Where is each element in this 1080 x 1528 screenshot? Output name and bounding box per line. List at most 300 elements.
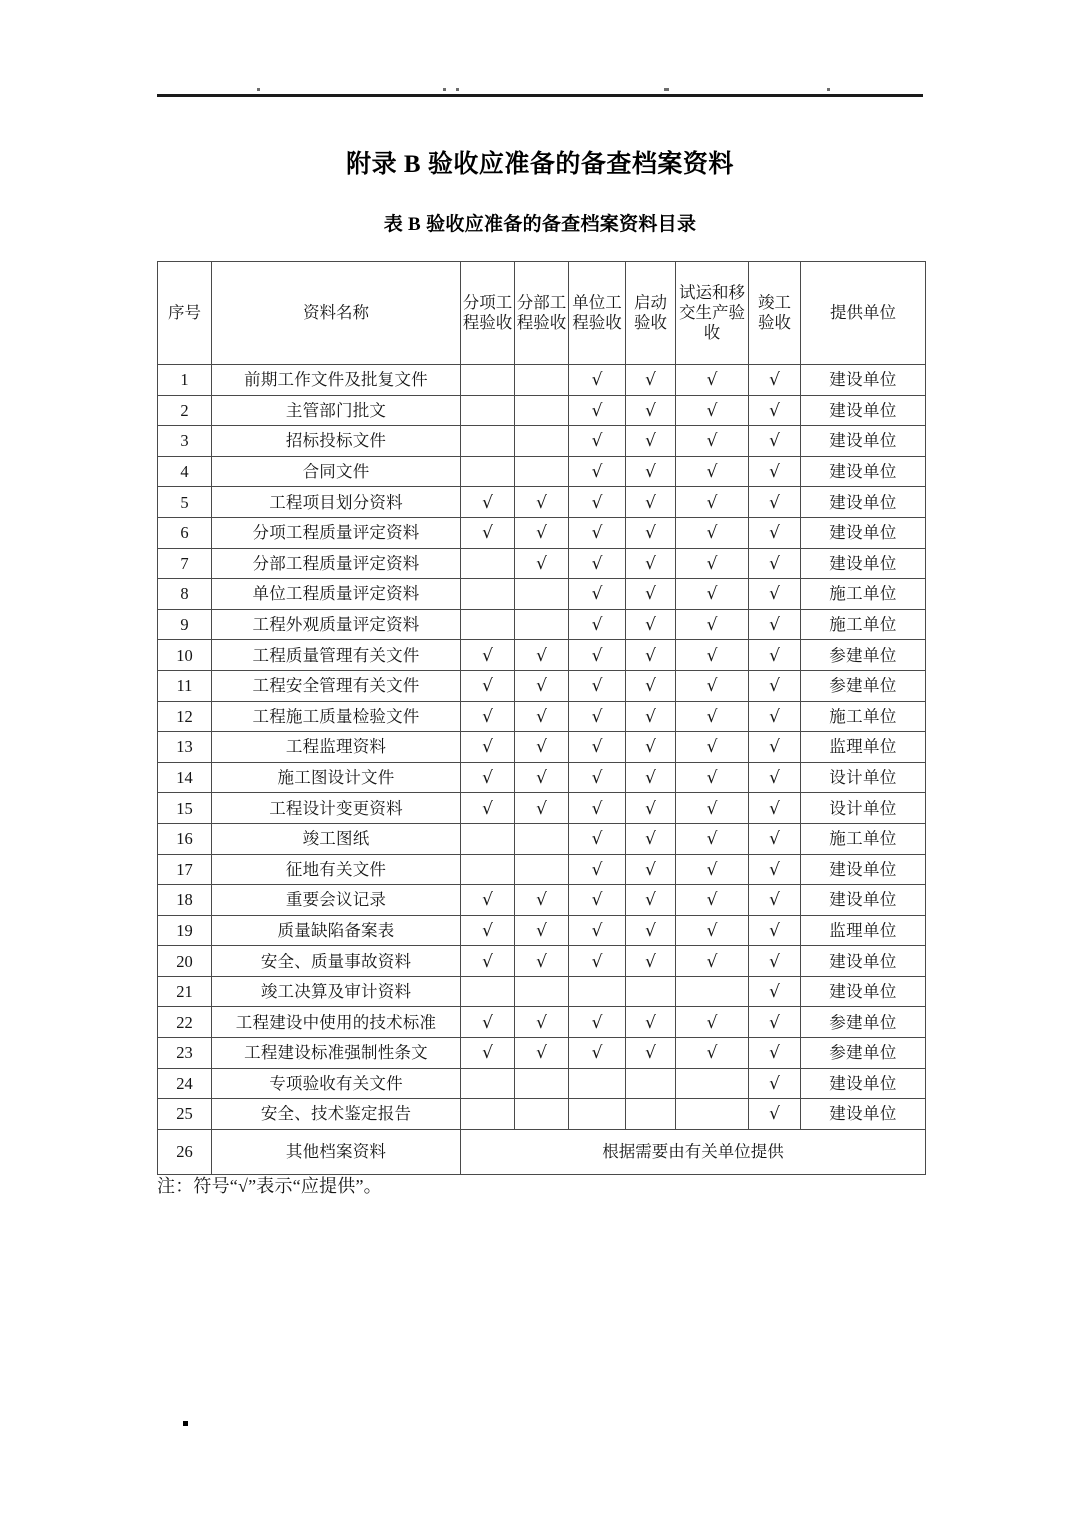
cell-document-name: 工程建设中使用的技术标准 <box>212 1007 461 1038</box>
cell-check-fenxiang <box>461 1007 515 1038</box>
cell-document-name: 安全、质量事故资料 <box>212 946 461 977</box>
col-header-fenbu: 分部工程验收 <box>515 262 569 365</box>
cell-provider: 参建单位 <box>801 640 926 671</box>
check-mark-icon: √ <box>706 400 718 421</box>
check-mark-icon: √ <box>591 370 603 391</box>
cell-check-danwei <box>569 976 626 1007</box>
table-header-row <box>158 262 926 365</box>
cell-check-qidong <box>626 976 676 1007</box>
cell-check-jungong <box>749 1099 801 1130</box>
table-row <box>158 915 926 946</box>
check-mark-icon: √ <box>706 1012 718 1033</box>
cell-check-danwei <box>569 426 626 457</box>
cell-check-danwei <box>569 701 626 732</box>
cell-document-name: 分项工程质量评定资料 <box>212 517 461 548</box>
cell-check-danwei <box>569 609 626 640</box>
check-mark-icon: √ <box>769 1012 780 1033</box>
check-mark-icon: √ <box>645 890 656 911</box>
check-mark-icon: √ <box>482 767 493 788</box>
check-mark-icon: √ <box>482 890 493 911</box>
check-mark-icon: √ <box>769 553 780 574</box>
cell-check-qidong <box>626 1068 676 1099</box>
cell-document-name: 工程设计变更资料 <box>212 793 461 824</box>
cell-row-number: 9 <box>158 609 212 640</box>
check-mark-icon: √ <box>706 1043 718 1064</box>
cell-check-shiyun <box>676 823 749 854</box>
check-mark-icon: √ <box>769 431 780 452</box>
cell-provider: 建设单位 <box>801 426 926 457</box>
check-mark-icon: √ <box>769 829 780 850</box>
archive-table-wrapper <box>157 261 925 1175</box>
table-row <box>158 487 926 518</box>
cell-check-danwei <box>569 915 626 946</box>
cell-provider: 建设单位 <box>801 456 926 487</box>
cell-check-shiyun <box>676 701 749 732</box>
cell-check-fenbu <box>515 1068 569 1099</box>
cell-check-shiyun <box>676 670 749 701</box>
check-mark-icon: √ <box>706 676 718 697</box>
check-mark-icon: √ <box>645 400 656 421</box>
cell-check-jungong <box>749 579 801 610</box>
cell-check-fenxiang <box>461 426 515 457</box>
check-mark-icon: √ <box>769 920 780 941</box>
cell-check-jungong <box>749 976 801 1007</box>
col-header-no: 序号 <box>158 262 212 365</box>
check-mark-icon: √ <box>591 890 603 911</box>
cell-row-number: 8 <box>158 579 212 610</box>
table-row <box>158 579 926 610</box>
cell-row-number: 15 <box>158 793 212 824</box>
cell-check-danwei <box>569 579 626 610</box>
cell-check-danwei <box>569 395 626 426</box>
cell-document-name: 施工图设计文件 <box>212 762 461 793</box>
cell-row-number: 13 <box>158 732 212 763</box>
cell-document-name: 招标投标文件 <box>212 426 461 457</box>
check-mark-icon: √ <box>769 706 780 727</box>
cell-check-fenbu <box>515 1099 569 1130</box>
cell-document-name: 专项验收有关文件 <box>212 1068 461 1099</box>
cell-document-name: 竣工图纸 <box>212 823 461 854</box>
check-mark-icon: √ <box>706 553 718 574</box>
check-mark-icon: √ <box>591 920 603 941</box>
cell-provider: 建设单位 <box>801 946 926 977</box>
cell-check-qidong <box>626 426 676 457</box>
check-mark-icon: √ <box>706 859 718 880</box>
col-header-qidong: 启动验收 <box>626 262 676 365</box>
cell-check-shiyun <box>676 946 749 977</box>
check-mark-icon: √ <box>645 798 656 819</box>
check-mark-icon: √ <box>645 523 656 544</box>
check-mark-icon: √ <box>706 829 718 850</box>
cell-check-qidong <box>626 395 676 426</box>
check-mark-icon: √ <box>536 1012 547 1033</box>
cell-document-name: 其他档案资料 <box>212 1129 461 1174</box>
check-mark-icon: √ <box>706 706 718 727</box>
table-row <box>158 517 926 548</box>
cell-check-qidong <box>626 946 676 977</box>
table-row <box>158 701 926 732</box>
cell-check-fenbu <box>515 854 569 885</box>
check-mark-icon: √ <box>645 829 656 850</box>
check-mark-icon: √ <box>645 584 656 605</box>
check-mark-icon: √ <box>769 676 780 697</box>
table-caption: 表 B 验收应准备的备查档案资料目录 <box>383 214 697 235</box>
cell-check-fenxiang <box>461 732 515 763</box>
cell-provider: 参建单位 <box>801 1038 926 1069</box>
cell-provider: 建设单位 <box>801 548 926 579</box>
check-mark-icon: √ <box>536 798 547 819</box>
cell-document-name: 征地有关文件 <box>212 854 461 885</box>
table-row <box>158 609 926 640</box>
check-mark-icon: √ <box>769 798 780 819</box>
cell-check-fenbu <box>515 915 569 946</box>
table-row <box>158 456 926 487</box>
check-mark-icon: √ <box>706 462 718 483</box>
cell-check-jungong <box>749 915 801 946</box>
cell-check-qidong <box>626 793 676 824</box>
cell-provider: 建设单位 <box>801 365 926 396</box>
cell-check-qidong <box>626 854 676 885</box>
cell-document-name: 工程施工质量检验文件 <box>212 701 461 732</box>
check-mark-icon: √ <box>536 920 547 941</box>
check-mark-icon: √ <box>645 920 656 941</box>
cell-row-number: 3 <box>158 426 212 457</box>
cell-check-jungong <box>749 517 801 548</box>
cell-row-number: 24 <box>158 1068 212 1099</box>
check-mark-icon: √ <box>769 1043 780 1064</box>
check-mark-icon: √ <box>645 431 656 452</box>
check-mark-icon: √ <box>706 890 718 911</box>
cell-document-name: 安全、技术鉴定报告 <box>212 1099 461 1130</box>
cell-check-fenxiang <box>461 885 515 916</box>
check-mark-icon: √ <box>706 737 718 758</box>
table-row <box>158 1007 926 1038</box>
check-mark-icon: √ <box>769 951 780 972</box>
check-mark-icon: √ <box>769 523 780 544</box>
check-mark-icon: √ <box>591 798 603 819</box>
cell-check-shiyun <box>676 915 749 946</box>
check-mark-icon: √ <box>591 645 603 666</box>
table-row <box>158 854 926 885</box>
check-mark-icon: √ <box>482 676 493 697</box>
table-row <box>158 365 926 396</box>
check-mark-icon: √ <box>536 523 547 544</box>
cell-row-number: 19 <box>158 915 212 946</box>
cell-check-shiyun <box>676 579 749 610</box>
cell-row-number: 21 <box>158 976 212 1007</box>
cell-check-fenxiang <box>461 915 515 946</box>
check-mark-icon: √ <box>536 1043 547 1064</box>
cell-check-jungong <box>749 1007 801 1038</box>
cell-check-qidong <box>626 548 676 579</box>
cell-check-shiyun <box>676 793 749 824</box>
cell-row-number: 5 <box>158 487 212 518</box>
cell-provider: 监理单位 <box>801 915 926 946</box>
table-row <box>158 1099 926 1130</box>
cell-check-fenbu <box>515 701 569 732</box>
check-mark-icon: √ <box>482 920 493 941</box>
cell-row-number: 6 <box>158 517 212 548</box>
check-mark-icon: √ <box>482 706 493 727</box>
check-mark-icon: √ <box>769 890 780 911</box>
cell-provider: 监理单位 <box>801 732 926 763</box>
scan-artifact-specks <box>157 80 923 94</box>
cell-row-number: 17 <box>158 854 212 885</box>
check-mark-icon: √ <box>482 645 493 666</box>
cell-check-jungong <box>749 487 801 518</box>
check-mark-icon: √ <box>482 951 493 972</box>
cell-check-shiyun <box>676 609 749 640</box>
cell-check-danwei <box>569 640 626 671</box>
cell-check-shiyun <box>676 517 749 548</box>
check-mark-icon: √ <box>769 584 780 605</box>
scan-artifact-dot <box>183 1421 188 1426</box>
cell-document-name: 重要会议记录 <box>212 885 461 916</box>
cell-check-fenbu <box>515 487 569 518</box>
cell-check-fenbu <box>515 365 569 396</box>
cell-provider: 设计单位 <box>801 793 926 824</box>
cell-check-jungong <box>749 793 801 824</box>
table-row <box>158 670 926 701</box>
cell-check-fenbu <box>515 517 569 548</box>
table-row <box>158 1038 926 1069</box>
cell-provider: 施工单位 <box>801 823 926 854</box>
col-header-danwei: 单位工程验收 <box>569 262 626 365</box>
cell-row-number: 23 <box>158 1038 212 1069</box>
cell-check-qidong <box>626 885 676 916</box>
check-mark-icon: √ <box>769 1104 780 1125</box>
cell-check-qidong <box>626 579 676 610</box>
cell-check-fenxiang <box>461 976 515 1007</box>
check-mark-icon: √ <box>645 492 656 513</box>
cell-provider: 建设单位 <box>801 395 926 426</box>
check-mark-icon: √ <box>536 767 547 788</box>
col-header-shiyun: 试运和移交生产验收 <box>676 262 749 365</box>
check-mark-icon: √ <box>591 737 603 758</box>
cell-check-fenxiang <box>461 1038 515 1069</box>
cell-check-fenxiang <box>461 946 515 977</box>
cell-row-number: 18 <box>158 885 212 916</box>
cell-check-qidong <box>626 487 676 518</box>
check-mark-icon: √ <box>591 829 603 850</box>
cell-check-danwei <box>569 1007 626 1038</box>
cell-check-jungong <box>749 854 801 885</box>
cell-check-fenbu <box>515 1038 569 1069</box>
cell-check-danwei <box>569 1068 626 1099</box>
cell-check-shiyun <box>676 548 749 579</box>
check-mark-icon: √ <box>591 1012 603 1033</box>
cell-check-qidong <box>626 915 676 946</box>
cell-check-fenbu <box>515 732 569 763</box>
cell-document-name: 工程安全管理有关文件 <box>212 670 461 701</box>
cell-check-danwei <box>569 670 626 701</box>
table-row <box>158 640 926 671</box>
cell-check-jungong <box>749 548 801 579</box>
check-mark-icon: √ <box>591 431 603 452</box>
cell-document-name: 分部工程质量评定资料 <box>212 548 461 579</box>
cell-check-fenbu <box>515 885 569 916</box>
check-mark-icon: √ <box>706 798 718 819</box>
cell-provider: 施工单位 <box>801 609 926 640</box>
cell-provider: 施工单位 <box>801 701 926 732</box>
cell-check-qidong <box>626 365 676 396</box>
page-title: 附录 B 验收应准备的备查档案资料 <box>346 151 734 178</box>
cell-check-jungong <box>749 732 801 763</box>
cell-check-danwei <box>569 517 626 548</box>
check-mark-icon: √ <box>706 492 718 513</box>
cell-check-jungong <box>749 640 801 671</box>
cell-check-shiyun <box>676 1099 749 1130</box>
check-mark-icon: √ <box>482 1012 493 1033</box>
check-mark-icon: √ <box>645 767 656 788</box>
cell-check-fenxiang <box>461 609 515 640</box>
cell-provider: 建设单位 <box>801 976 926 1007</box>
cell-check-fenxiang <box>461 1099 515 1130</box>
cell-check-qidong <box>626 517 676 548</box>
cell-check-fenxiang <box>461 456 515 487</box>
cell-check-shiyun <box>676 762 749 793</box>
check-mark-icon: √ <box>706 370 718 391</box>
table-row <box>158 946 926 977</box>
check-mark-icon: √ <box>482 523 493 544</box>
check-mark-icon: √ <box>706 645 718 666</box>
cell-row-number: 20 <box>158 946 212 977</box>
cell-check-shiyun <box>676 365 749 396</box>
cell-check-fenxiang <box>461 579 515 610</box>
cell-row-number: 2 <box>158 395 212 426</box>
col-header-fenxiang: 分项工程验收 <box>461 262 515 365</box>
cell-document-name: 合同文件 <box>212 456 461 487</box>
cell-merged-remark: 根据需要由有关单位提供 <box>461 1129 926 1174</box>
check-mark-icon: √ <box>591 1043 603 1064</box>
cell-provider: 建设单位 <box>801 517 926 548</box>
cell-check-fenbu <box>515 579 569 610</box>
check-mark-icon: √ <box>645 645 656 666</box>
cell-check-fenbu <box>515 823 569 854</box>
check-mark-icon: √ <box>706 920 718 941</box>
cell-row-number: 1 <box>158 365 212 396</box>
cell-check-qidong <box>626 823 676 854</box>
check-mark-icon: √ <box>591 462 603 483</box>
check-mark-icon: √ <box>645 1043 656 1064</box>
cell-check-qidong <box>626 456 676 487</box>
cell-row-number: 26 <box>158 1129 212 1174</box>
cell-row-number: 11 <box>158 670 212 701</box>
cell-check-danwei <box>569 456 626 487</box>
cell-check-shiyun <box>676 487 749 518</box>
cell-check-shiyun <box>676 1068 749 1099</box>
check-mark-icon: √ <box>645 706 656 727</box>
cell-document-name: 前期工作文件及批复文件 <box>212 365 461 396</box>
check-mark-icon: √ <box>591 859 603 880</box>
check-mark-icon: √ <box>536 737 547 758</box>
cell-check-fenxiang <box>461 701 515 732</box>
cell-row-number: 14 <box>158 762 212 793</box>
cell-check-jungong <box>749 670 801 701</box>
cell-check-jungong <box>749 426 801 457</box>
check-mark-icon: √ <box>769 982 780 1003</box>
check-mark-icon: √ <box>645 951 656 972</box>
check-mark-icon: √ <box>591 951 603 972</box>
check-mark-icon: √ <box>645 614 656 635</box>
table-row-merged <box>158 1129 926 1174</box>
cell-check-fenbu <box>515 976 569 1007</box>
cell-check-fenbu <box>515 548 569 579</box>
table-row <box>158 823 926 854</box>
check-mark-icon: √ <box>769 462 780 483</box>
cell-row-number: 16 <box>158 823 212 854</box>
cell-check-jungong <box>749 762 801 793</box>
cell-check-fenxiang <box>461 762 515 793</box>
check-mark-icon: √ <box>645 1012 656 1033</box>
cell-row-number: 12 <box>158 701 212 732</box>
cell-check-jungong <box>749 1068 801 1099</box>
cell-check-qidong <box>626 1038 676 1069</box>
table-row <box>158 548 926 579</box>
cell-check-fenbu <box>515 670 569 701</box>
cell-check-fenbu <box>515 395 569 426</box>
col-header-provider: 提供单位 <box>801 262 926 365</box>
check-mark-icon: √ <box>706 614 718 635</box>
cell-provider: 施工单位 <box>801 579 926 610</box>
cell-row-number: 4 <box>158 456 212 487</box>
cell-check-danwei <box>569 1038 626 1069</box>
check-mark-icon: √ <box>591 492 603 513</box>
cell-check-qidong <box>626 670 676 701</box>
table-row <box>158 732 926 763</box>
check-mark-icon: √ <box>645 737 656 758</box>
check-mark-icon: √ <box>591 523 603 544</box>
check-mark-icon: √ <box>706 431 718 452</box>
check-mark-icon: √ <box>591 553 603 574</box>
cell-check-shiyun <box>676 1007 749 1038</box>
cell-check-fenxiang <box>461 365 515 396</box>
check-mark-icon: √ <box>536 951 547 972</box>
check-mark-icon: √ <box>591 676 603 697</box>
table-row <box>158 976 926 1007</box>
check-mark-icon: √ <box>536 706 547 727</box>
check-mark-icon: √ <box>536 890 547 911</box>
check-mark-icon: √ <box>706 523 718 544</box>
cell-check-fenxiang <box>461 517 515 548</box>
check-mark-icon: √ <box>536 645 547 666</box>
check-mark-icon: √ <box>706 951 718 972</box>
cell-check-fenxiang <box>461 793 515 824</box>
cell-check-shiyun <box>676 732 749 763</box>
cell-document-name: 工程建设标准强制性条文 <box>212 1038 461 1069</box>
check-mark-icon: √ <box>769 645 780 666</box>
cell-check-jungong <box>749 1038 801 1069</box>
cell-provider: 建设单位 <box>801 1099 926 1130</box>
cell-row-number: 22 <box>158 1007 212 1038</box>
table-row <box>158 1068 926 1099</box>
check-mark-icon: √ <box>645 370 656 391</box>
check-mark-icon: √ <box>591 706 603 727</box>
cell-provider: 建设单位 <box>801 885 926 916</box>
cell-document-name: 质量缺陷备案表 <box>212 915 461 946</box>
archive-checklist-table <box>157 261 926 1175</box>
cell-check-shiyun <box>676 976 749 1007</box>
cell-check-fenbu <box>515 426 569 457</box>
check-mark-icon: √ <box>645 462 656 483</box>
col-header-jungong: 竣工验收 <box>749 262 801 365</box>
check-mark-icon: √ <box>769 859 780 880</box>
check-mark-icon: √ <box>591 614 603 635</box>
check-mark-icon: √ <box>769 492 780 513</box>
cell-check-jungong <box>749 823 801 854</box>
cell-check-danwei <box>569 732 626 763</box>
cell-check-danwei <box>569 946 626 977</box>
